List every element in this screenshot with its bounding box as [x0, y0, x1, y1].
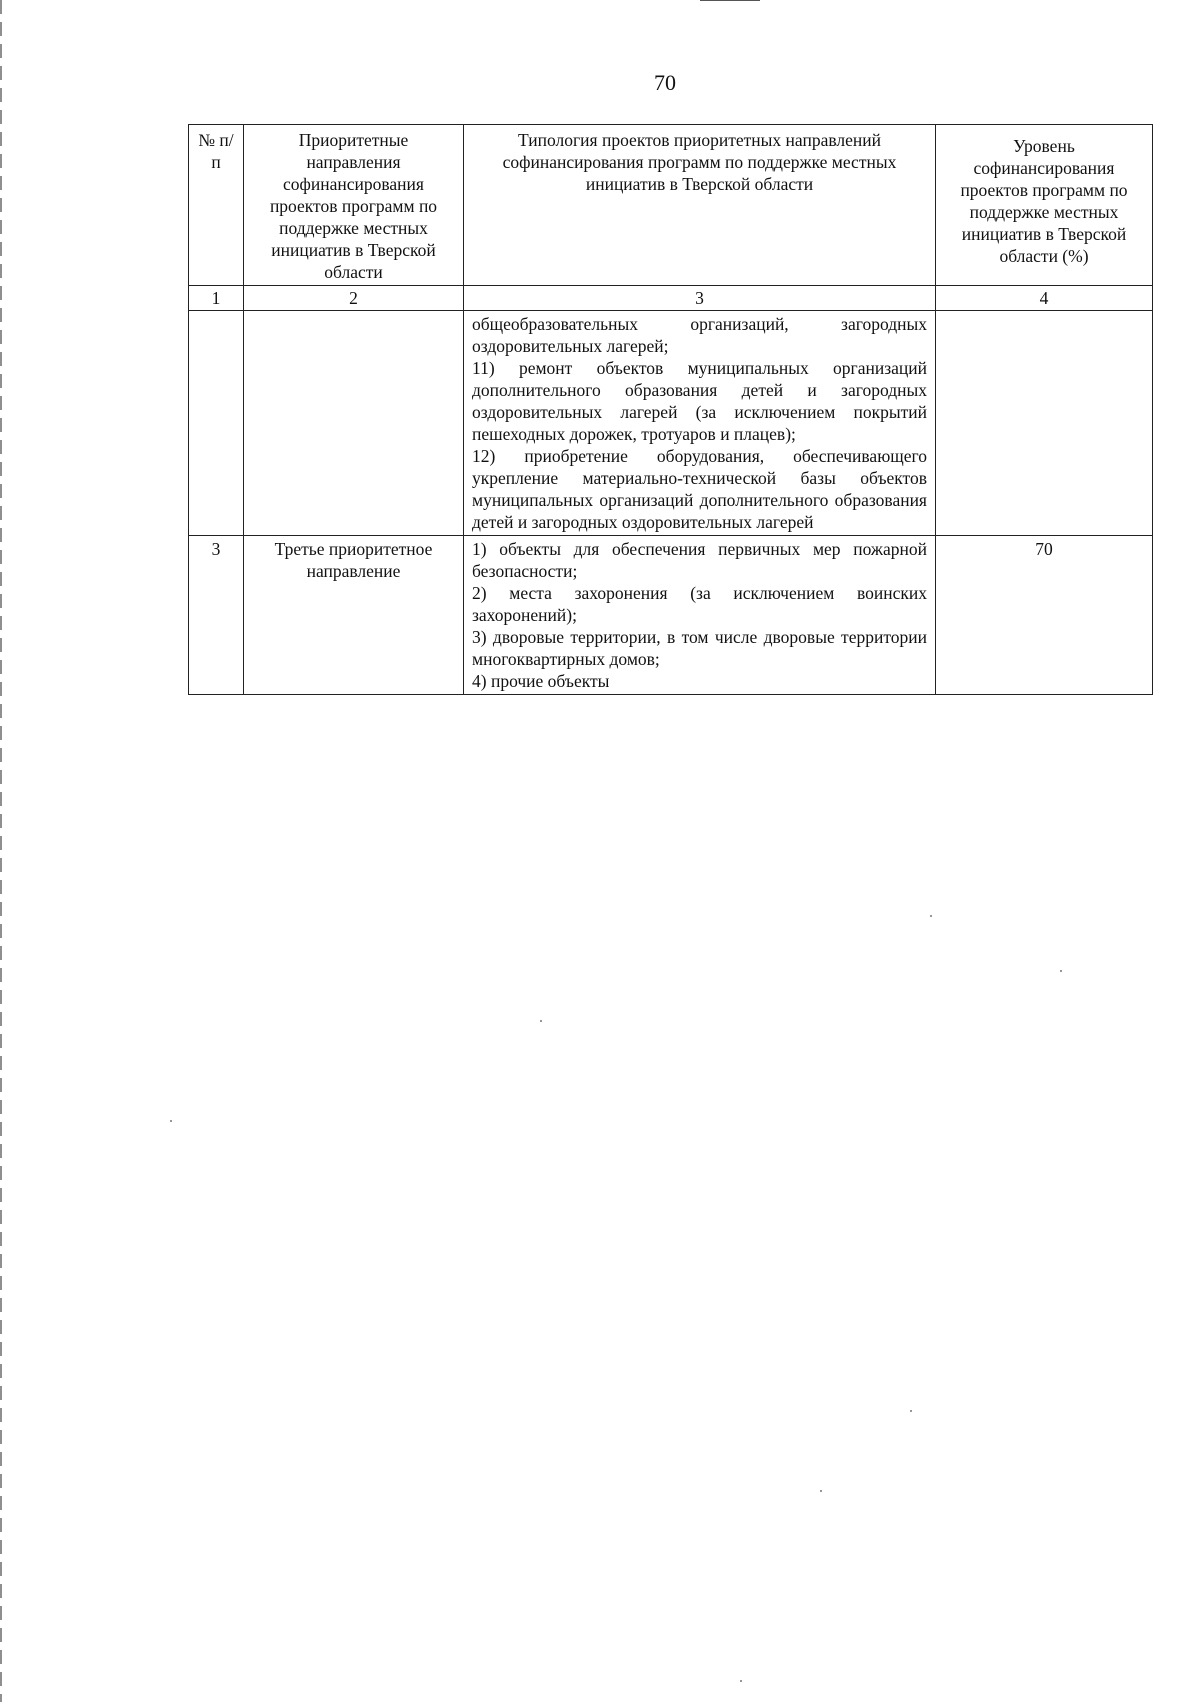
scan-speck [740, 1680, 742, 1682]
row-level: 70 [936, 536, 1153, 695]
typology-item: 4) прочие объекты [472, 671, 610, 691]
row-typology [464, 311, 936, 536]
column-number: 2 [244, 286, 464, 311]
row-typology [464, 536, 936, 695]
header-num: № п/п [189, 125, 244, 286]
table-row [189, 536, 1153, 695]
table-row [189, 311, 1153, 536]
typology-item: общеобразовательных организаций, загородных оздоровительных лагерей; [472, 314, 927, 356]
row-num: 3 [189, 536, 244, 695]
typology-item: 3) дворовые территории, в том числе дворовые территории многоквартирных домов; [472, 627, 927, 669]
row-direction [244, 311, 464, 536]
column-number-row [189, 286, 1153, 311]
row-level [936, 311, 1153, 536]
scan-speck [930, 915, 932, 917]
header-level: Уровень софинансирования проектов программ по поддержке местных инициатив в Тверской области (%) [936, 125, 1153, 286]
scan-speck [1060, 970, 1062, 972]
scan-top-artifact [700, 0, 760, 1]
scan-speck [820, 1490, 822, 1492]
page-number: 70 [654, 70, 676, 95]
header-typology: Типология проектов приоритетных направлений софинансирования программ по поддержке местных инициатив в Тверской области [464, 125, 936, 286]
scan-edge-artifact [0, 0, 2, 1702]
cofinancing-table [188, 124, 1153, 695]
row-num [189, 311, 244, 536]
column-number: 1 [189, 286, 244, 311]
typology-item: 1) объекты для обеспечения первичных мер пожарной безопасности; [472, 539, 927, 581]
typology-item: 2) места захоронения (за исключением воинских захоронений); [472, 583, 927, 625]
column-number: 3 [464, 286, 936, 311]
scan-speck [910, 1410, 912, 1412]
scan-speck [170, 1120, 172, 1122]
typology-item: 12) приобретение оборудования, обеспечивающего укрепление материально-технической базы объектов муниципальных организаций дополнительного образования детей и загородных оздоровительных лагерей [472, 446, 927, 532]
typology-item: 11) ремонт объектов муниципальных организаций дополнительного образования детей и загородных оздоровительных лагерей (за исключением покрытий пешеходных дорожек, тротуаров и плацев); [472, 358, 927, 444]
header-direction: Приоритетные направления софинансирования проектов программ по поддержке местных инициатив в Тверской области [244, 125, 464, 286]
column-number: 4 [936, 286, 1153, 311]
row-direction: Третье приоритетное направление [244, 536, 464, 695]
header-row [189, 125, 1153, 286]
scan-speck [540, 1020, 542, 1022]
